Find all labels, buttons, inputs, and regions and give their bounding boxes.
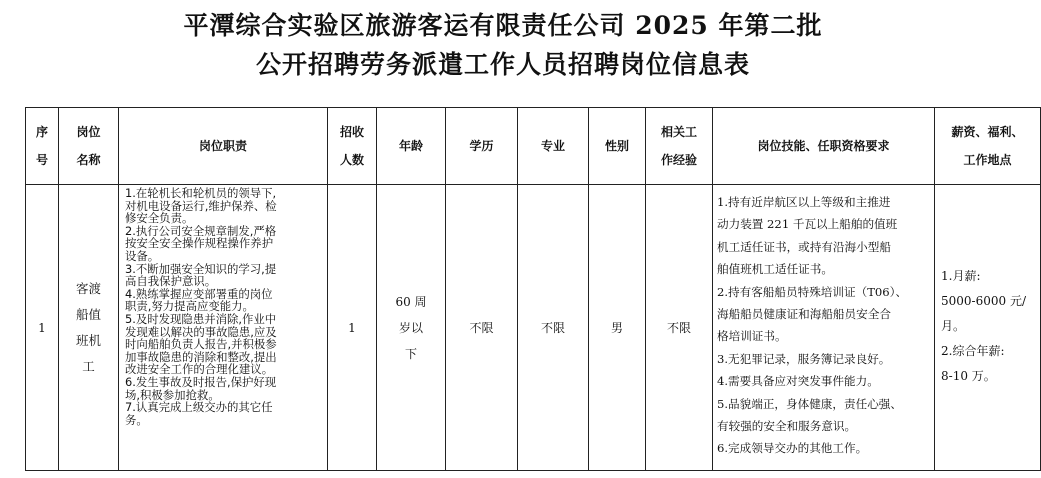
cell-duties: 1.在轮机长和轮机员的领导下, 对机电设备运行,维护保养、检 修安全负责。 2.执行公司安全规章制发,严格 按安全安全操作规程操作养护 设备。 3.不断加强安全知识的学习,提 高自我保护意识。 4.熟练掌握应变部署重的岗位 职责,努力提高应变能力。 5.及时发现隐患并消除,作业中 发现难以解决的事故隐患,应及 时向船舶负责人报告,并积极参 加事故隐患的消除和整改,提出 改进安全工作的合理化建议。 6.发生事故及时报告,保护好现 场,积极参加抢救。 7.认真完成上级交办的其它任 务。: [119, 185, 328, 471]
header-education: 学历: [446, 108, 518, 185]
header-pay: 薪资、福利、 工作地点: [935, 108, 1041, 185]
header-gender: 性别: [589, 108, 646, 185]
header-post-name: 岗位 名称: [59, 108, 119, 185]
cell-age: 60 周 岁以 下: [377, 185, 446, 471]
header-count: 招收 人数: [328, 108, 377, 185]
document-title-line2: 公开招聘劳务派遣工作人员招聘岗位信息表: [255, 50, 750, 79]
table-row: [26, 185, 1041, 471]
header-major: 专业: [518, 108, 589, 185]
cell-major: 不限: [518, 185, 589, 471]
cell-education: 不限: [446, 185, 518, 471]
cell-count: 1: [328, 185, 377, 471]
job-info-table: [25, 107, 1041, 471]
header-seq: 序 号: [26, 108, 59, 185]
header-age: 年龄: [377, 108, 446, 185]
cell-skills: 1.持有近岸航区以上等级和主推进 动力装置 221 千瓦以上船舶的值班 机工适任证书，或持有沿海小型船 舶值班机工适任证书。 2.持有客船船员特殊培训证（T06）、 海船船员健康证和海船船员安全合 格培训证书。 3.无犯罪记录，服务簿记录良好。 4.需要具备应对突发事件能力。 5.品貌端正，身体健康，责任心强、 有较强的安全和服务意识。 6.完成领导交办的其他工作。: [713, 185, 935, 471]
cell-post-name: 客渡 船值 班机 工: [59, 185, 119, 471]
cell-gender: 男: [589, 185, 646, 471]
header-row: [26, 108, 1041, 185]
header-skills: 岗位技能、任职资格要求: [713, 108, 935, 185]
header-experience: 相关工 作经验: [646, 108, 713, 185]
cell-seq: 1: [26, 185, 59, 471]
cell-pay: 1.月薪: 5000-6000 元/ 月。 2.综合年薪: 8-10 万。: [935, 185, 1041, 471]
cell-experience: 不限: [646, 185, 713, 471]
document-title-line1: 平潭综合实验区旅游客运有限责任公司 2025 年第二批: [183, 11, 823, 40]
header-duties: 岗位职责: [119, 108, 328, 185]
